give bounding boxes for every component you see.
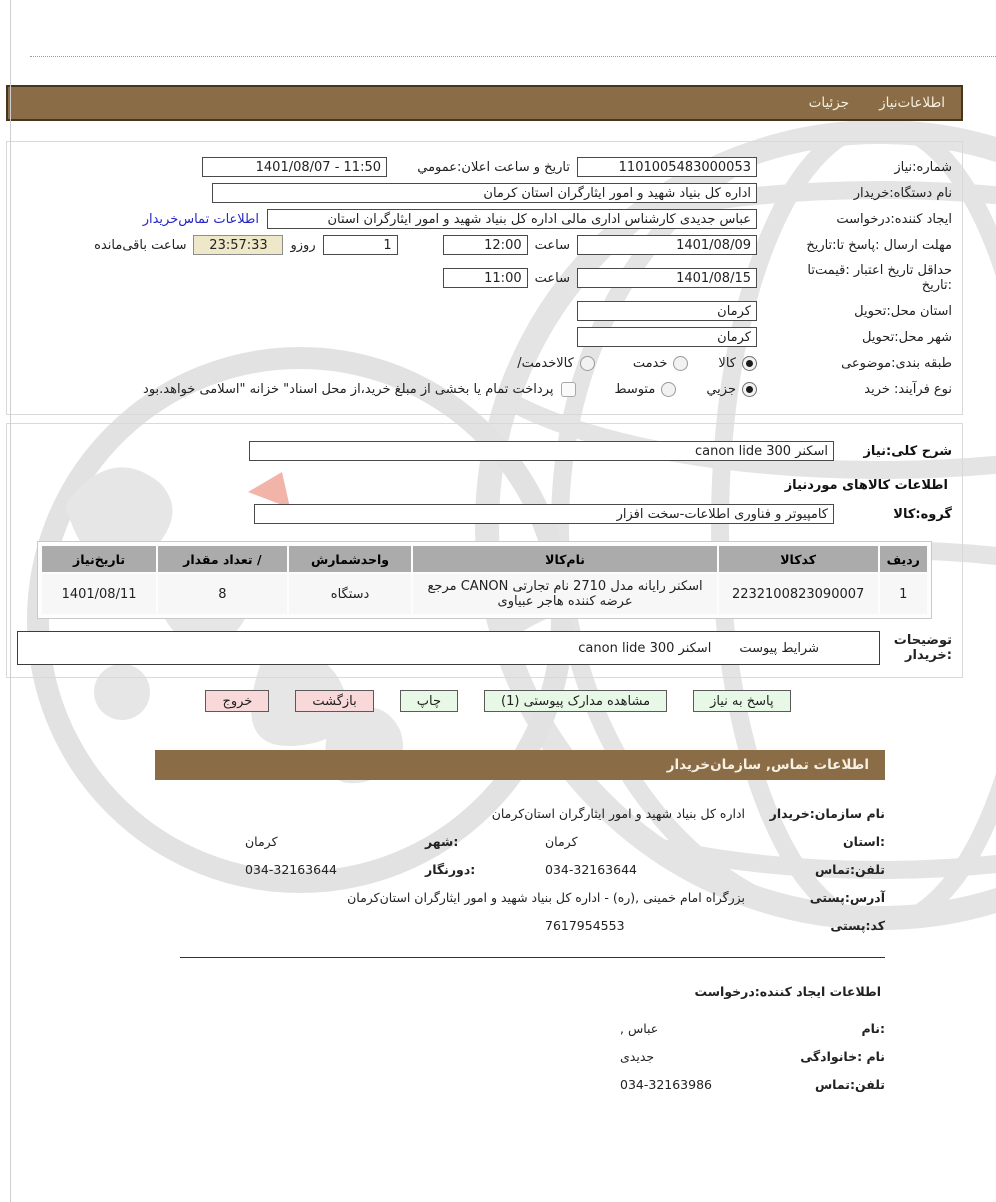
items-section-heading: اطلاعات کالاهای موردنیاز [784, 478, 948, 493]
city-row [17, 324, 952, 350]
goods-group-row [17, 499, 952, 529]
cell-need-date: 1401/08/11 [42, 574, 156, 614]
requester-firstname-value: عباس , [620, 1021, 659, 1036]
items-panel [6, 423, 963, 678]
process-row [17, 376, 952, 402]
buyer-notes-text-b: اسکنر canon lide 300 [578, 640, 712, 656]
page-left-border [10, 0, 11, 1202]
top-dotted-divider [30, 56, 996, 57]
validity-time-field[interactable]: 11:00 [443, 268, 528, 288]
contact-province-value: کرمان [545, 834, 578, 849]
creator-field[interactable]: عباس جدیدی کارشناس اداری مالی اداره کل بنیاد شهید و امور ایثارگران استان [267, 209, 757, 229]
action-button-row [0, 690, 996, 712]
category-option-goods-service [517, 356, 595, 371]
exit-button[interactable]: خروج [205, 690, 269, 712]
validity-label [757, 263, 952, 293]
city-field[interactable]: کرمان [577, 327, 757, 347]
requester-phone-row [155, 1077, 885, 1092]
radio-goods-service[interactable] [580, 356, 595, 371]
days-label: روزو [290, 237, 316, 253]
contact-fax-value: 034-32163644 [245, 862, 337, 877]
contact-address-value: بزرگراه امام خمینی ,(ره) - اداره کل بنیاد شهید و امور ایثارگران استان‌کرمان [347, 890, 745, 905]
announce-label: تاریخ و ساعت اعلان:عمومي [417, 159, 570, 175]
org-name-label: نام سازمان:خریدار [769, 806, 885, 821]
cell-quantity: 8 [158, 574, 287, 614]
org-name-value: اداره کل بنیاد شهید و امور ایثارگران استان‌کرمان [491, 806, 745, 821]
contact-province-label: :استان [842, 834, 885, 849]
org-name-row [155, 806, 885, 821]
header-need-date: تاریخ‌نیاز [42, 546, 156, 572]
cell-item-code: 2232100823090007 [719, 574, 878, 614]
announce-field[interactable]: 11:50 - 1401/08/07 [202, 157, 387, 177]
print-button[interactable]: چاپ [400, 690, 458, 712]
countdown-timer: 23:57:33 [193, 235, 283, 255]
contact-phone-value: 034-32163644 [545, 862, 637, 877]
radio-service-label: خدمت [632, 355, 668, 371]
cell-item-name: اسکنر رایانه مدل 2710 نام تجارتی CANON مرجع عرضه کننده هاجر عبیاوی [413, 574, 716, 614]
validity-label-line1: حداقل تاریخ اعتبار :قیمت‌تا [807, 263, 952, 278]
contact-postal-value: 7617954553 [545, 918, 625, 933]
goods-group-field[interactable]: کامپیوتر و فناوری اطلاعات-سخت افزار [254, 504, 834, 524]
buyer-contact-section [155, 806, 885, 933]
contact-fax-label: :دورنگار [425, 862, 476, 877]
buyer-notes-label [880, 633, 952, 663]
contact-phone-row [155, 862, 885, 877]
contact-address-row [155, 890, 885, 905]
need-desc-field[interactable]: اسکنر canon lide 300 [249, 441, 834, 461]
need-number-row [17, 154, 952, 180]
radio-medium[interactable] [661, 382, 676, 397]
radio-goods[interactable] [742, 356, 757, 371]
deadline-row [17, 232, 952, 258]
contact-city-value: کرمان [245, 834, 278, 849]
remaining-days-field[interactable]: 1 [323, 235, 398, 255]
section-divider [180, 957, 885, 958]
requester-phone-label: تلفن:تماس [814, 1077, 885, 1092]
category-label: طبقه بندی:موضوعی [841, 355, 952, 371]
contact-phone-label: تلفن:تماس [814, 862, 885, 877]
process-option-minor [706, 382, 757, 397]
buyer-name-field[interactable]: اداره کل بنیاد شهید و امور ایثارگران استان کرمان [212, 183, 757, 203]
buyer-notes-text-a: شرایط پیوست [739, 640, 819, 656]
table-row [42, 574, 927, 614]
treasury-checkbox[interactable] [561, 382, 576, 397]
need-number-label: شماره:نیاز [894, 159, 952, 175]
requester-firstname-label: :نام [861, 1021, 885, 1036]
header-unit: واحدشمارش [289, 546, 412, 572]
requester-info-heading: اطلاعات ایجاد کننده:درخواست [694, 984, 881, 999]
treasury-checkbox-label: پرداخت تمام یا بخشی از مبلغ خرید،از محل اسناد" خزانه "اسلامی خواهد.بود [143, 381, 554, 397]
deadline-date-field[interactable]: 1401/08/09 [577, 235, 757, 255]
buyer-contact-link[interactable]: اطلاعات تماس‌خریدار [142, 211, 259, 227]
category-row [17, 350, 952, 376]
treasury-payment-option [143, 382, 576, 397]
validity-label-line2: :تاریخ [921, 278, 952, 293]
radio-goods-service-label: کالاخدمت/ [517, 355, 574, 371]
process-option-medium [614, 382, 676, 397]
items-table-wrapper [37, 541, 932, 619]
header-item-name: نام‌کالا [413, 546, 716, 572]
deadline-time-field[interactable]: 12:00 [443, 235, 528, 255]
tab-details[interactable]: جزئیات [808, 95, 850, 111]
need-summary-panel [6, 141, 963, 415]
contact-address-label: آدرس:پستی [809, 890, 885, 905]
buyer-notes-label-line1: توضیحات [893, 633, 952, 648]
deadline-label: مهلت ارسال :پاسخ تا:تاریخ [806, 237, 952, 253]
items-table-header-row [42, 546, 927, 572]
province-field[interactable]: کرمان [577, 301, 757, 321]
creator-row [17, 206, 952, 232]
validity-row [17, 258, 952, 298]
need-desc-row [17, 436, 952, 466]
buyer-notes-row [17, 631, 952, 665]
buyer-notes-field[interactable] [17, 631, 880, 665]
need-desc-label: شرح کلی:نیاز [863, 443, 952, 459]
deadline-hour-label: ساعت [534, 237, 570, 253]
city-label: شهر محل:تحویل [862, 329, 952, 345]
requester-lastname-label: نام :خانوادگی [800, 1049, 885, 1064]
buyer-name-label: نام دستگاه:خریدار [853, 185, 952, 201]
respond-to-need-button[interactable]: پاسخ به نیاز [693, 690, 791, 712]
buyer-contact-header: اطلاعات تماس, سازمان‌خریدار [155, 750, 885, 780]
contact-province-row [155, 834, 885, 849]
cell-unit: دستگاه [289, 574, 412, 614]
province-label: استان محل:تحویل [854, 303, 952, 319]
category-option-goods [718, 356, 757, 371]
contact-city-label: :شهر [425, 834, 459, 849]
radio-service[interactable] [673, 356, 688, 371]
cell-row-number: 1 [880, 574, 927, 614]
top-tab-bar [6, 85, 963, 121]
header-item-code: کدکالا [719, 546, 878, 572]
radio-goods-label: کالا [718, 355, 736, 371]
requester-phone-value: 034-32163986 [620, 1077, 712, 1092]
header-row-number: ردیف [880, 546, 927, 572]
contact-postal-label: کد:پستی [830, 918, 885, 933]
requester-lastname-value: جدیدی [620, 1049, 655, 1064]
tab-need-info[interactable]: اطلاعات‌نیاز [879, 95, 945, 111]
remaining-hours-label: ساعت باقی‌مانده [94, 237, 187, 253]
buyer-name-row [17, 180, 952, 206]
header-quantity: / تعداد مقدار [158, 546, 287, 572]
view-attachments-button[interactable]: مشاهده مدارک پیوستی (1) [484, 690, 667, 712]
need-number-field[interactable]: 1101005483000053 [577, 157, 757, 177]
requester-firstname-row [155, 1021, 885, 1036]
contact-postal-row [155, 918, 885, 933]
province-row [17, 298, 952, 324]
creator-label: ایجاد کننده:درخواست [836, 211, 952, 227]
process-label: نوع فرآیند: خرید [864, 381, 952, 397]
requester-info-section [155, 1021, 885, 1092]
requester-lastname-row [155, 1049, 885, 1064]
radio-minor[interactable] [742, 382, 757, 397]
goods-group-label: گروه:کالا [893, 506, 952, 522]
validity-date-field[interactable]: 1401/08/15 [577, 268, 757, 288]
back-button[interactable]: بازگشت [295, 690, 373, 712]
buyer-notes-label-line2: :خریدار [905, 648, 952, 663]
radio-medium-label: متوسط [614, 381, 656, 397]
category-option-service [633, 356, 689, 371]
items-table [40, 544, 929, 616]
radio-minor-label: جزیي [706, 381, 736, 397]
validity-hour-label: ساعت [534, 270, 570, 286]
